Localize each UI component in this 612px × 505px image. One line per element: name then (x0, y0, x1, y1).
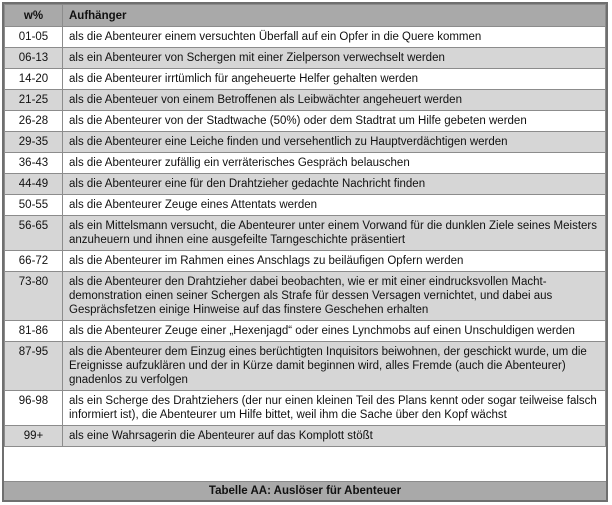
roll-range-cell: 56-65 (5, 216, 63, 251)
hook-table-frame (2, 2, 608, 502)
table-row (5, 272, 606, 321)
table-row (5, 426, 606, 447)
roll-range-cell: 01-05 (5, 27, 63, 48)
roll-range-cell: 81-86 (5, 321, 63, 342)
table-row (5, 69, 606, 90)
table-row (5, 48, 606, 69)
hook-text-cell: als die Abenteurer irrtümlich für angeheuerte Helfer gehalten werden (63, 69, 606, 90)
roll-range-cell: 21-25 (5, 90, 63, 111)
roll-range-cell: 66-72 (5, 251, 63, 272)
table-row (5, 216, 606, 251)
hook-text-cell: als die Abenteurer von der Stadtwache (50%) oder dem Stadtrat um Hilfe gebeten werden (63, 111, 606, 132)
table-row (5, 27, 606, 48)
table-row (5, 391, 606, 426)
table-row (5, 251, 606, 272)
hook-text-cell: als die Abenteurer eine für den Drahtzieher gedachte Nachricht finden (63, 174, 606, 195)
hook-text-cell: als die Abenteurer dem Einzug eines berüchtigten Inquisitors beiwohnen, der geschickt wurde, um die Ereignisse aufzuklären und der in Kürze damit beginnen wird, alles Fremde (auch die Abenteurer) gnadenlos zu verfolgen (63, 342, 606, 391)
roll-range-cell: 99+ (5, 426, 63, 447)
roll-range-cell: 50-55 (5, 195, 63, 216)
hook-text-cell: als die Abenteurer zufällig ein verräterisches Gespräch belauschen (63, 153, 606, 174)
hook-text-cell: als ein Abenteurer von Schergen mit einer Zielperson verwechselt werden (63, 48, 606, 69)
hook-text-cell: als die Abenteurer im Rahmen eines Anschlags zu beiläufigen Opfern werden (63, 251, 606, 272)
hook-text-cell: als die Abenteurer Zeuge eines Attentats werden (63, 195, 606, 216)
hook-text-cell: als die Abenteurer Zeuge einer „Hexenjagd“ oder eines Lynchmobs auf einen Unschuldigen werden (63, 321, 606, 342)
column-header-hook: Aufhänger (63, 5, 606, 27)
hook-text-cell: als ein Scherge des Drahtziehers (der nur einen kleinen Teil des Plans kennt oder sogar teilweise falsch informiert ist), die Abenteurer um Hilfe bittet, weil ihm die Sache über den Kopf wächst (63, 391, 606, 426)
table-row (5, 174, 606, 195)
table-row (5, 111, 606, 132)
hook-text-cell: als ein Mittelsmann versucht, die Abenteurer unter einem Vorwand für die dunklen Ziele seines Meisters anzuheuern und ihnen eine ausgefeilte Tarngeschichte präsentiert (63, 216, 606, 251)
hook-text-cell: als die Abenteurer eine Leiche finden und versehentlich zu Hauptverdächtigen werden (63, 132, 606, 153)
column-header-roll: w% (5, 5, 63, 27)
table-caption: Tabelle AA: Auslöser für Abenteuer (4, 481, 606, 500)
roll-range-cell: 26-28 (5, 111, 63, 132)
hook-text-cell: als die Abenteurer den Drahtzieher dabei beobachten, wie er mit einer eindrucksvollen Macht-demonstration einen seiner Schergen als Strafe für dessen Versagen vernichtet, und dabei aus Gesprächsfetzen einige Hinweise auf das finstere Geschehen erhalten (63, 272, 606, 321)
table-row (5, 153, 606, 174)
roll-range-cell: 14-20 (5, 69, 63, 90)
table-row (5, 195, 606, 216)
table-row (5, 90, 606, 111)
roll-range-cell: 44-49 (5, 174, 63, 195)
hook-text-cell: als die Abenteuer von einem Betroffenen als Leibwächter angeheuert werden (63, 90, 606, 111)
table-header-row (5, 5, 606, 27)
roll-range-cell: 06-13 (5, 48, 63, 69)
roll-range-cell: 96-98 (5, 391, 63, 426)
roll-range-cell: 73-80 (5, 272, 63, 321)
hook-table (4, 4, 606, 447)
hook-text-cell: als eine Wahrsagerin die Abenteurer auf das Komplott stößt (63, 426, 606, 447)
table-row (5, 321, 606, 342)
roll-range-cell: 87-95 (5, 342, 63, 391)
roll-range-cell: 36-43 (5, 153, 63, 174)
table-row (5, 132, 606, 153)
roll-range-cell: 29-35 (5, 132, 63, 153)
table-row (5, 342, 606, 391)
hook-text-cell: als die Abenteurer einem versuchten Überfall auf ein Opfer in die Quere kommen (63, 27, 606, 48)
